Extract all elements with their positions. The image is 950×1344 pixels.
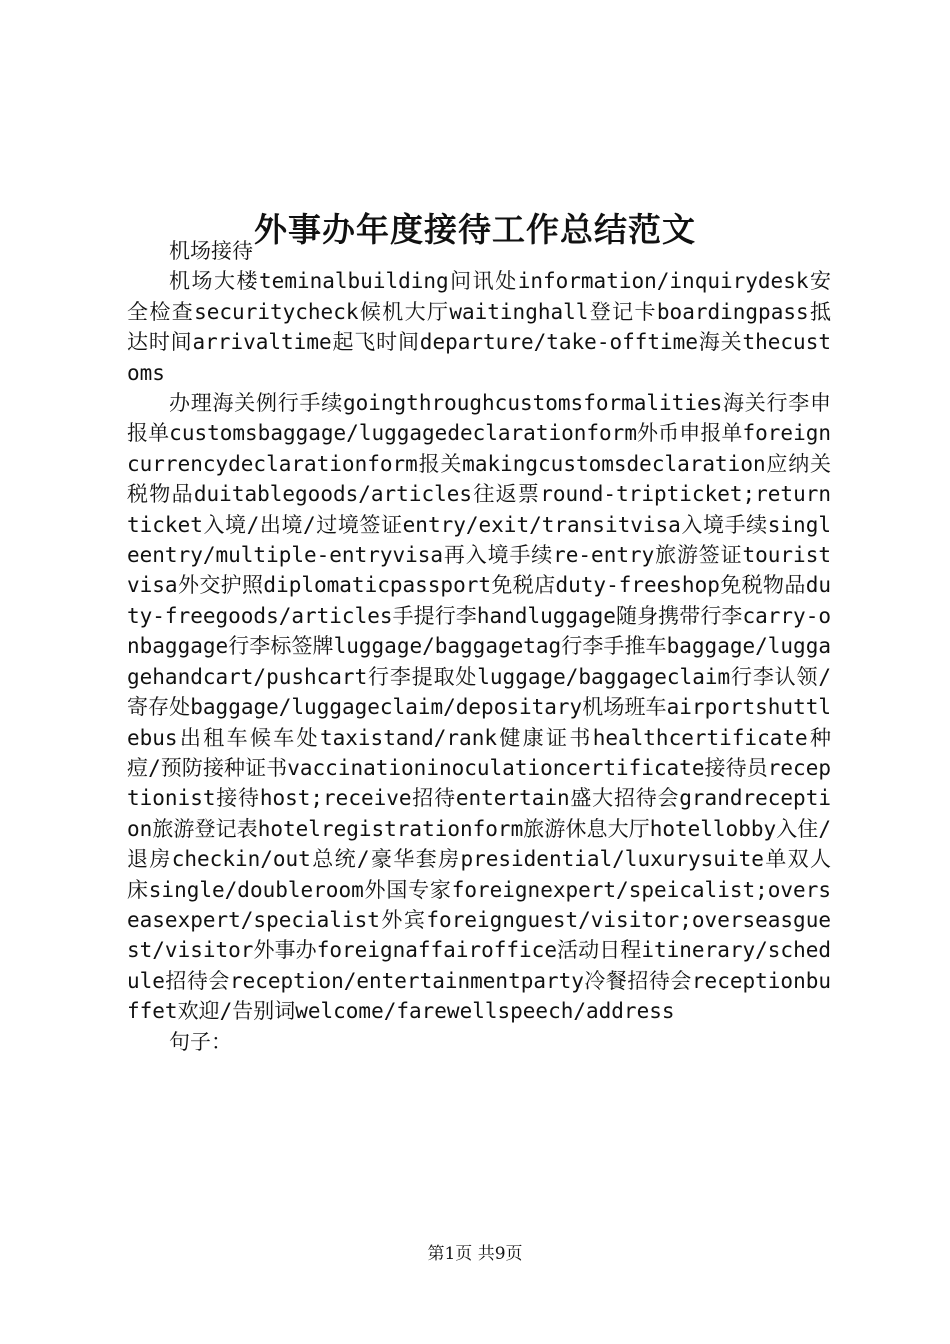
- paragraph-airport-terms: 机场大楼teminalbuilding问讯处information/inquirydesk安全检查securitycheck候机大厅waitinghall登记卡boardingpass抵达时间arrivaltime起飞时间departure/take-offtime海关thecustoms: [127, 269, 831, 385]
- document-title: 外事办年度接待工作总结范文: [254, 210, 696, 250]
- page-footer: 第1页 共9页: [427, 1244, 523, 1264]
- paragraph-sentences-heading: 句子：: [169, 1029, 232, 1054]
- paragraph-customs-and-reception-terms: 办理海关例行手续goingthroughcustomsformalities海关行李申报单customsbaggage/luggagedeclarationform外币申报单foreigncurrencydeclarationform报关makingcustomsdeclaration应纳关税物品duitablegoods/articles往返票round-tripticket;returnticket入境/出境/过境签证entry/exit/transitvisa入境手续singleentry/multiple-entryvisa再入境手续re-entry旅游签证touristvisa外交护照diplomaticpassport免税店duty-freeshop免税物品duty-freegoods/articles手提行李handluggage随身携带行李carry-onbaggage行李标签牌luggage/baggagetag行李手推车baggage/luggagehandcart/pushcart行李提取处luggage/baggageclaim行李认领/寄存处baggage/luggageclaim/depositary机场班车airportshuttlebus出租车候车处taxistand/rank健康证书healthcertificate种痘/预防接种证书vaccinationinoculationcertificate接待员receptionist接待host;receive招待entertain盛大招待会grandreception旅游登记表hotelregistrationform旅游休息大厅hotellobby入住/退房checkin/out总统/豪华套房presidential/luxurysuite单双人床single/doubleroom外国专家foreignexpert/speicalist;overseasexpert/specialist外宾foreignguest/visitor;overseasguest/visitor外事办foreignaffairoffice活动日程itinerary/schedule招待会reception/entertainmentparty冷餐招待会receptionbuffet欢迎/告别词welcome/farewellspeech/address: [127, 391, 831, 1024]
- document-body: [127, 236, 831, 1057]
- paragraph-airport-reception-heading: 机场接待: [169, 239, 253, 263]
